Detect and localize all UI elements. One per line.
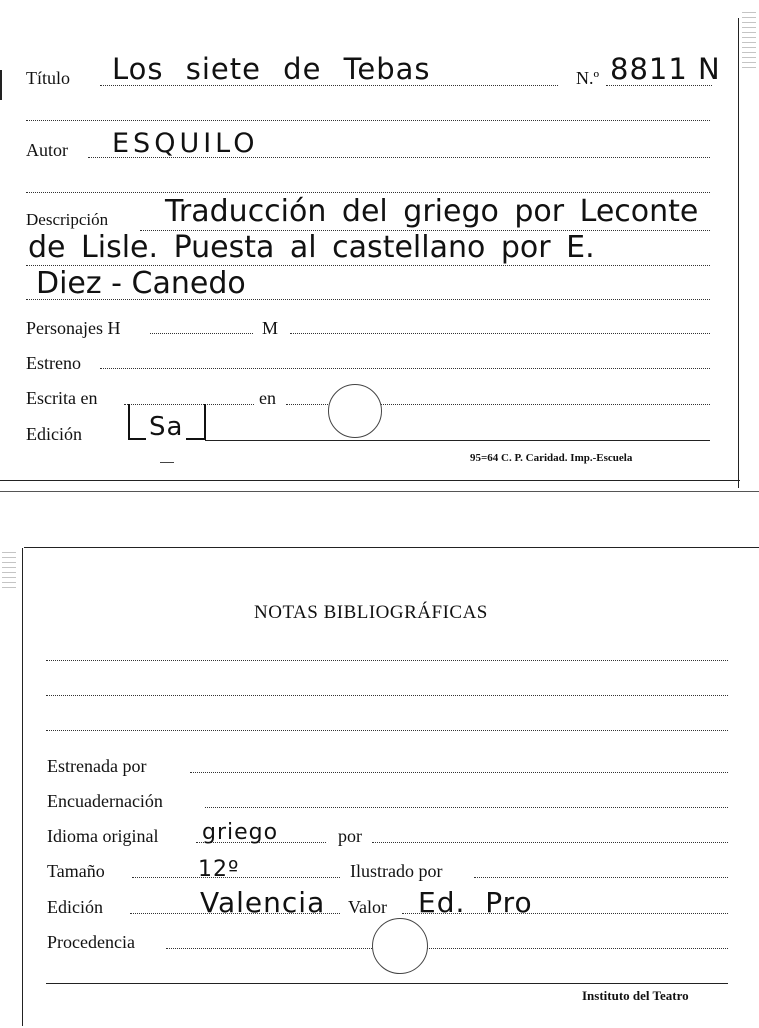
punch-hole-back — [372, 918, 428, 974]
por-label: por — [338, 826, 362, 846]
estreno-label: Estreno — [26, 353, 81, 373]
notes-line-1 — [46, 660, 728, 661]
procedencia-line — [166, 948, 728, 949]
punch-hole-front — [328, 384, 382, 438]
descripcion-value-2: de Lisle. Puesta al castellano por E. — [28, 230, 595, 265]
descripcion-value-3: Diez - Canedo — [36, 266, 246, 301]
valor-label: Valor — [348, 897, 387, 917]
personajes-label: Personajes H — [26, 318, 121, 338]
por-line — [372, 842, 728, 843]
escrita-label: Escrita en — [26, 388, 98, 408]
descripcion-value-1: Traducción del griego por Leconte — [165, 194, 699, 229]
card-front — [0, 0, 759, 495]
numero-label: N.º — [576, 68, 600, 88]
estrenada-label: Estrenada por — [47, 756, 147, 776]
card-front-scan-speckle — [742, 12, 756, 72]
procedencia-label: Procedencia — [47, 932, 135, 952]
autor-value: ESQUILO — [112, 128, 259, 159]
printer-credit: 95=64 C. P. Caridad. Imp.-Escuela — [470, 452, 633, 464]
edicion-line — [205, 440, 710, 441]
blank-line-2 — [26, 192, 710, 193]
bottom-rule — [46, 983, 728, 984]
tamano-label: Tamaño — [47, 861, 105, 881]
escrita-en-label: en — [259, 388, 276, 408]
ilustrado-label: Ilustrado por — [350, 861, 443, 881]
card-back-left-speckle — [2, 552, 16, 592]
encuadernacion-label: Encuadernación — [47, 791, 163, 811]
notes-line-3 — [46, 730, 728, 731]
descripcion-label: Descripción — [26, 210, 109, 229]
idioma-value: griego — [202, 820, 279, 845]
notas-heading: NOTAS BIBLIOGRÁFICAS — [254, 602, 488, 623]
encuadernacion-line — [205, 807, 728, 808]
scan-mark — [160, 462, 174, 463]
institution-name: Instituto del Teatro — [582, 988, 689, 1003]
idioma-label: Idioma original — [47, 826, 159, 846]
tamano-value: 12º — [198, 857, 240, 882]
card-front-left-mark — [0, 70, 2, 100]
card-back — [0, 540, 759, 1028]
personajes-m-line — [290, 333, 710, 334]
estrenada-line — [190, 772, 728, 773]
card-front-right-edge — [738, 18, 739, 488]
numero-value: 8811 N — [610, 52, 721, 86]
ilustrado-line — [474, 877, 728, 878]
valor-value: Ed. Pro — [418, 886, 533, 919]
autor-label: Autor — [26, 140, 68, 160]
notes-line-2 — [46, 695, 728, 696]
card-front-bottom-edge — [0, 480, 740, 481]
card-front-bottom-shadow — [0, 491, 759, 492]
card-back-top-edge — [24, 547, 759, 548]
titulo-value: Los siete de Tebas — [112, 52, 431, 86]
edicion-label: Edición — [26, 424, 82, 444]
estreno-line — [100, 368, 710, 369]
personajes-h-line — [150, 333, 253, 334]
blank-line-1 — [26, 120, 710, 121]
back-edicion-value: Valencia — [200, 886, 326, 919]
card-back-left-edge — [22, 548, 23, 1026]
personajes-m-label: M — [262, 318, 279, 338]
edicion-value: Sa — [146, 412, 186, 442]
back-edicion-label: Edición — [47, 897, 103, 917]
titulo-label: Título — [26, 68, 70, 88]
